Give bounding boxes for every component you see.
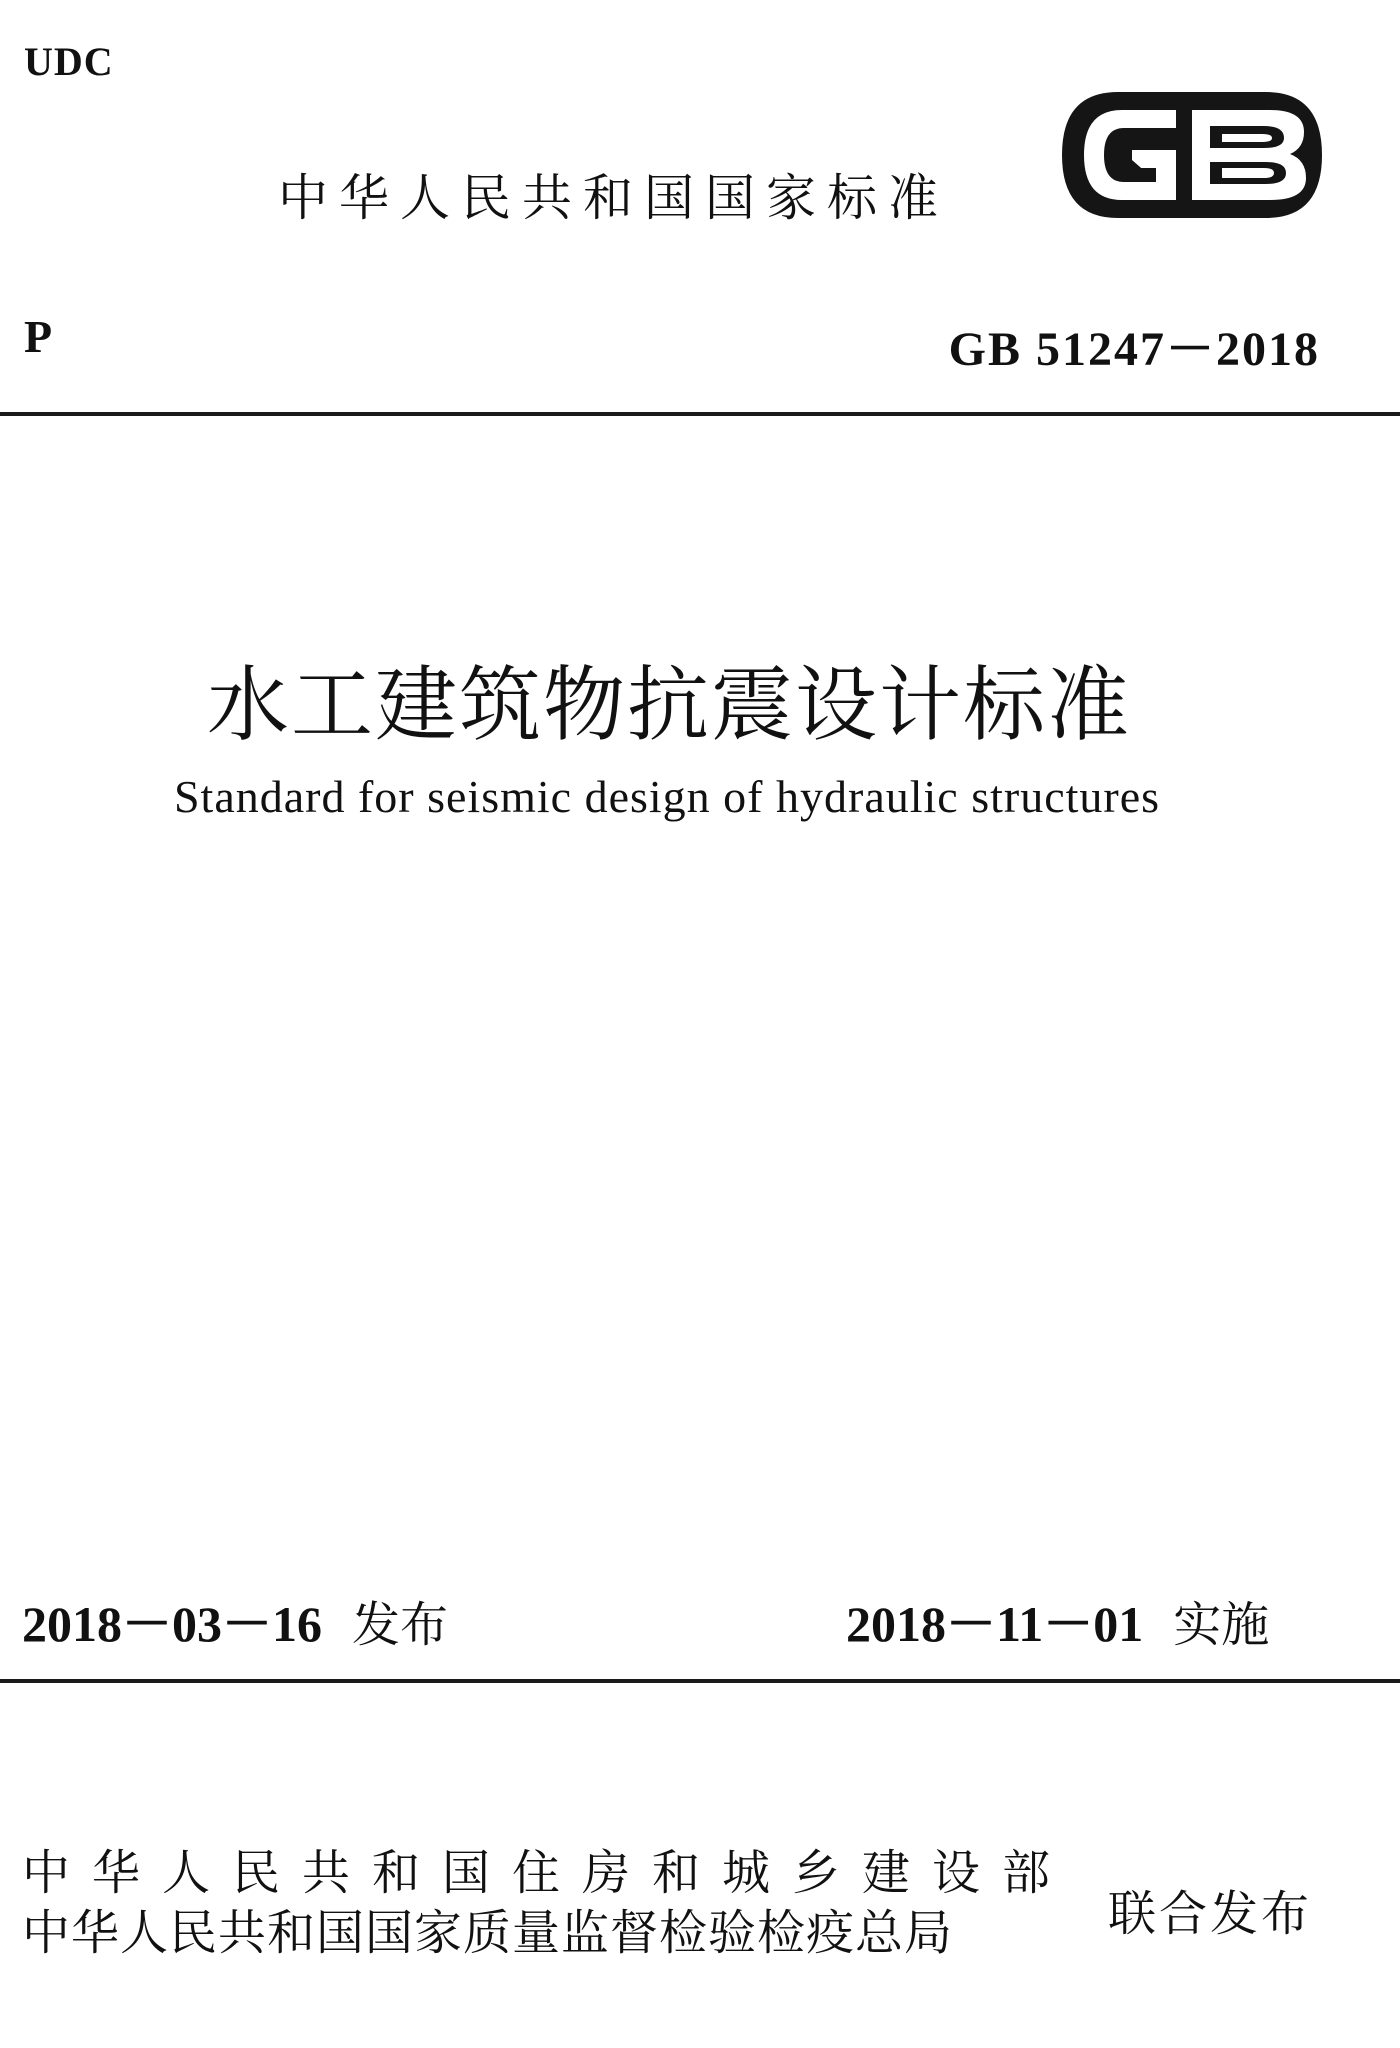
issue-label: 发布 bbox=[352, 1597, 449, 1653]
effective-label: 实施 bbox=[1173, 1597, 1270, 1653]
udc-label: UDC bbox=[24, 39, 114, 84]
joint-publication-label: 联合发布 bbox=[1108, 1886, 1313, 1942]
standard-number: GB 51247－2018 bbox=[948, 323, 1320, 376]
issuer-ministry-housing: 中华人民共和国住房和城乡建设部 bbox=[22, 1845, 1073, 1901]
category-code: P bbox=[24, 311, 53, 362]
issuer-quality-administration: 中华人民共和国国家质量监督检验检疫总局 bbox=[22, 1905, 954, 1961]
effective-date-block bbox=[846, 1592, 1269, 1657]
issue-date: 2018－03－16 bbox=[22, 1596, 322, 1652]
top-divider bbox=[0, 412, 1400, 416]
title-english: Standard for seismic design of hydraulic structures bbox=[173, 771, 1161, 822]
national-standard-heading: 中华人民共和国国家标准 bbox=[278, 169, 949, 227]
title-chinese: 水工建筑物抗震设计标准 bbox=[206, 658, 1131, 753]
gb-logo bbox=[1058, 88, 1326, 222]
effective-date: 2018－11－01 bbox=[846, 1596, 1144, 1652]
bottom-divider bbox=[0, 1679, 1400, 1683]
issue-date-block bbox=[22, 1592, 448, 1657]
